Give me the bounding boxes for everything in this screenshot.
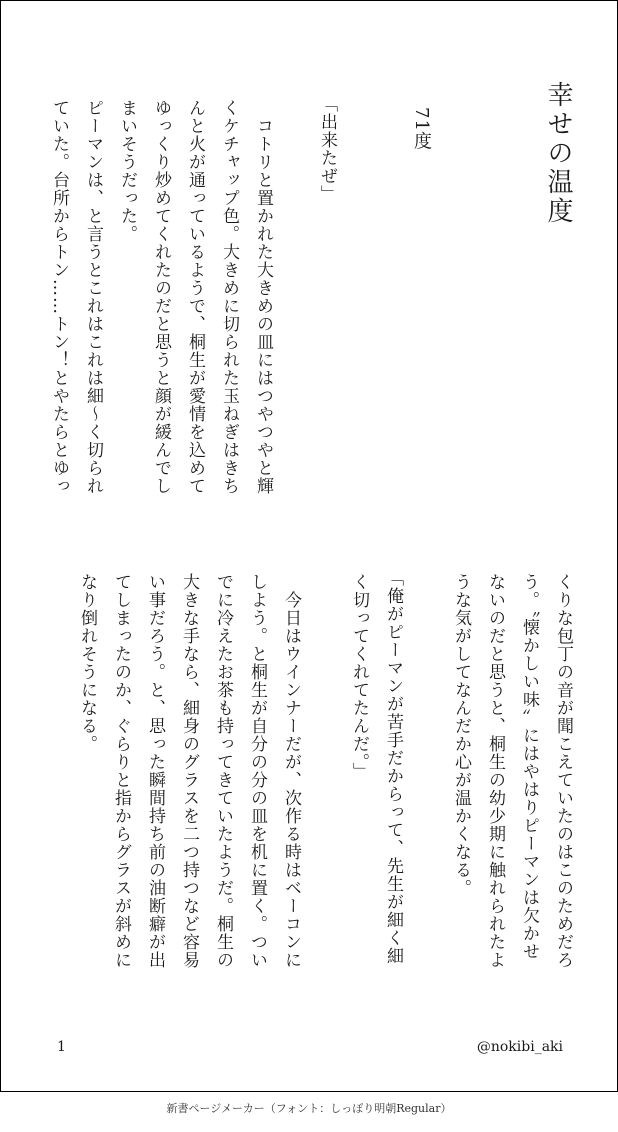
text-column: 今日はウインナーだが、次作る時はベーコンに xyxy=(281,573,301,969)
text-column: しよう。と桐生が自分の分の皿を机に置く。つい xyxy=(247,573,267,969)
text-column-dialogue-1: 「出来たぜ」 xyxy=(317,95,337,203)
text-column: なり倒れそうになる。 xyxy=(77,573,97,753)
text-column: てしまったのか、ぐらりと指からグラスが斜めに xyxy=(111,573,131,969)
page-title: 幸せの温度 xyxy=(543,81,573,226)
text-column: くケチャップ色。大きめに切られた玉ねぎはきち xyxy=(219,99,239,495)
chapter-heading: 71度 xyxy=(411,107,432,151)
text-column: んと火が通っているようで、桐生が愛情を込めて xyxy=(185,99,205,495)
text-column: まいそうだった。 xyxy=(117,99,137,243)
text-column: うな気がしてなんだか心が温かくなる。 xyxy=(451,573,471,897)
text-column: ていた。台所からトン……トン！とやたらとゆっ xyxy=(49,99,69,495)
generator-caption: 新書ページメーカー（フォント：しっぽり明朝Regular） xyxy=(166,1102,452,1115)
text-column: 大きな手なら、細身のグラスを二つ持つなど容易 xyxy=(179,573,199,969)
text-column: ピーマンは、と言うとこれはこれは細～く切られ xyxy=(83,99,103,495)
text-column-dialogue-2: 「俺がピーマンが苦手だからって、先生が細く細 xyxy=(383,569,403,965)
text-column: でに冷えたお茶も持ってきていたようだ。桐生の xyxy=(213,573,233,969)
text-column: ゆっくり炒めてくれたのだと思うと顔が緩んでし xyxy=(151,99,171,495)
text-column: ないのだと思うと、桐生の幼少期に触れられたよ xyxy=(485,573,505,969)
text-column-dialogue-2: く切ってくれてたんだ。」 xyxy=(349,573,369,781)
text-column: う。〝懐かしい味〟にはやはりピーマンは欠かせ xyxy=(519,573,539,961)
text-column: コトリと置かれた大きめの皿にはつやつやと輝 xyxy=(253,99,273,495)
page-number: 1 xyxy=(57,1039,66,1055)
text-column: い事だろう。と、思った瞬間持ち前の油断癖が出 xyxy=(145,573,165,969)
text-column: くりな包丁の音が聞こえていたのはこのためだろ xyxy=(553,573,573,969)
author-handle: @nokibi_aki xyxy=(476,1039,563,1055)
